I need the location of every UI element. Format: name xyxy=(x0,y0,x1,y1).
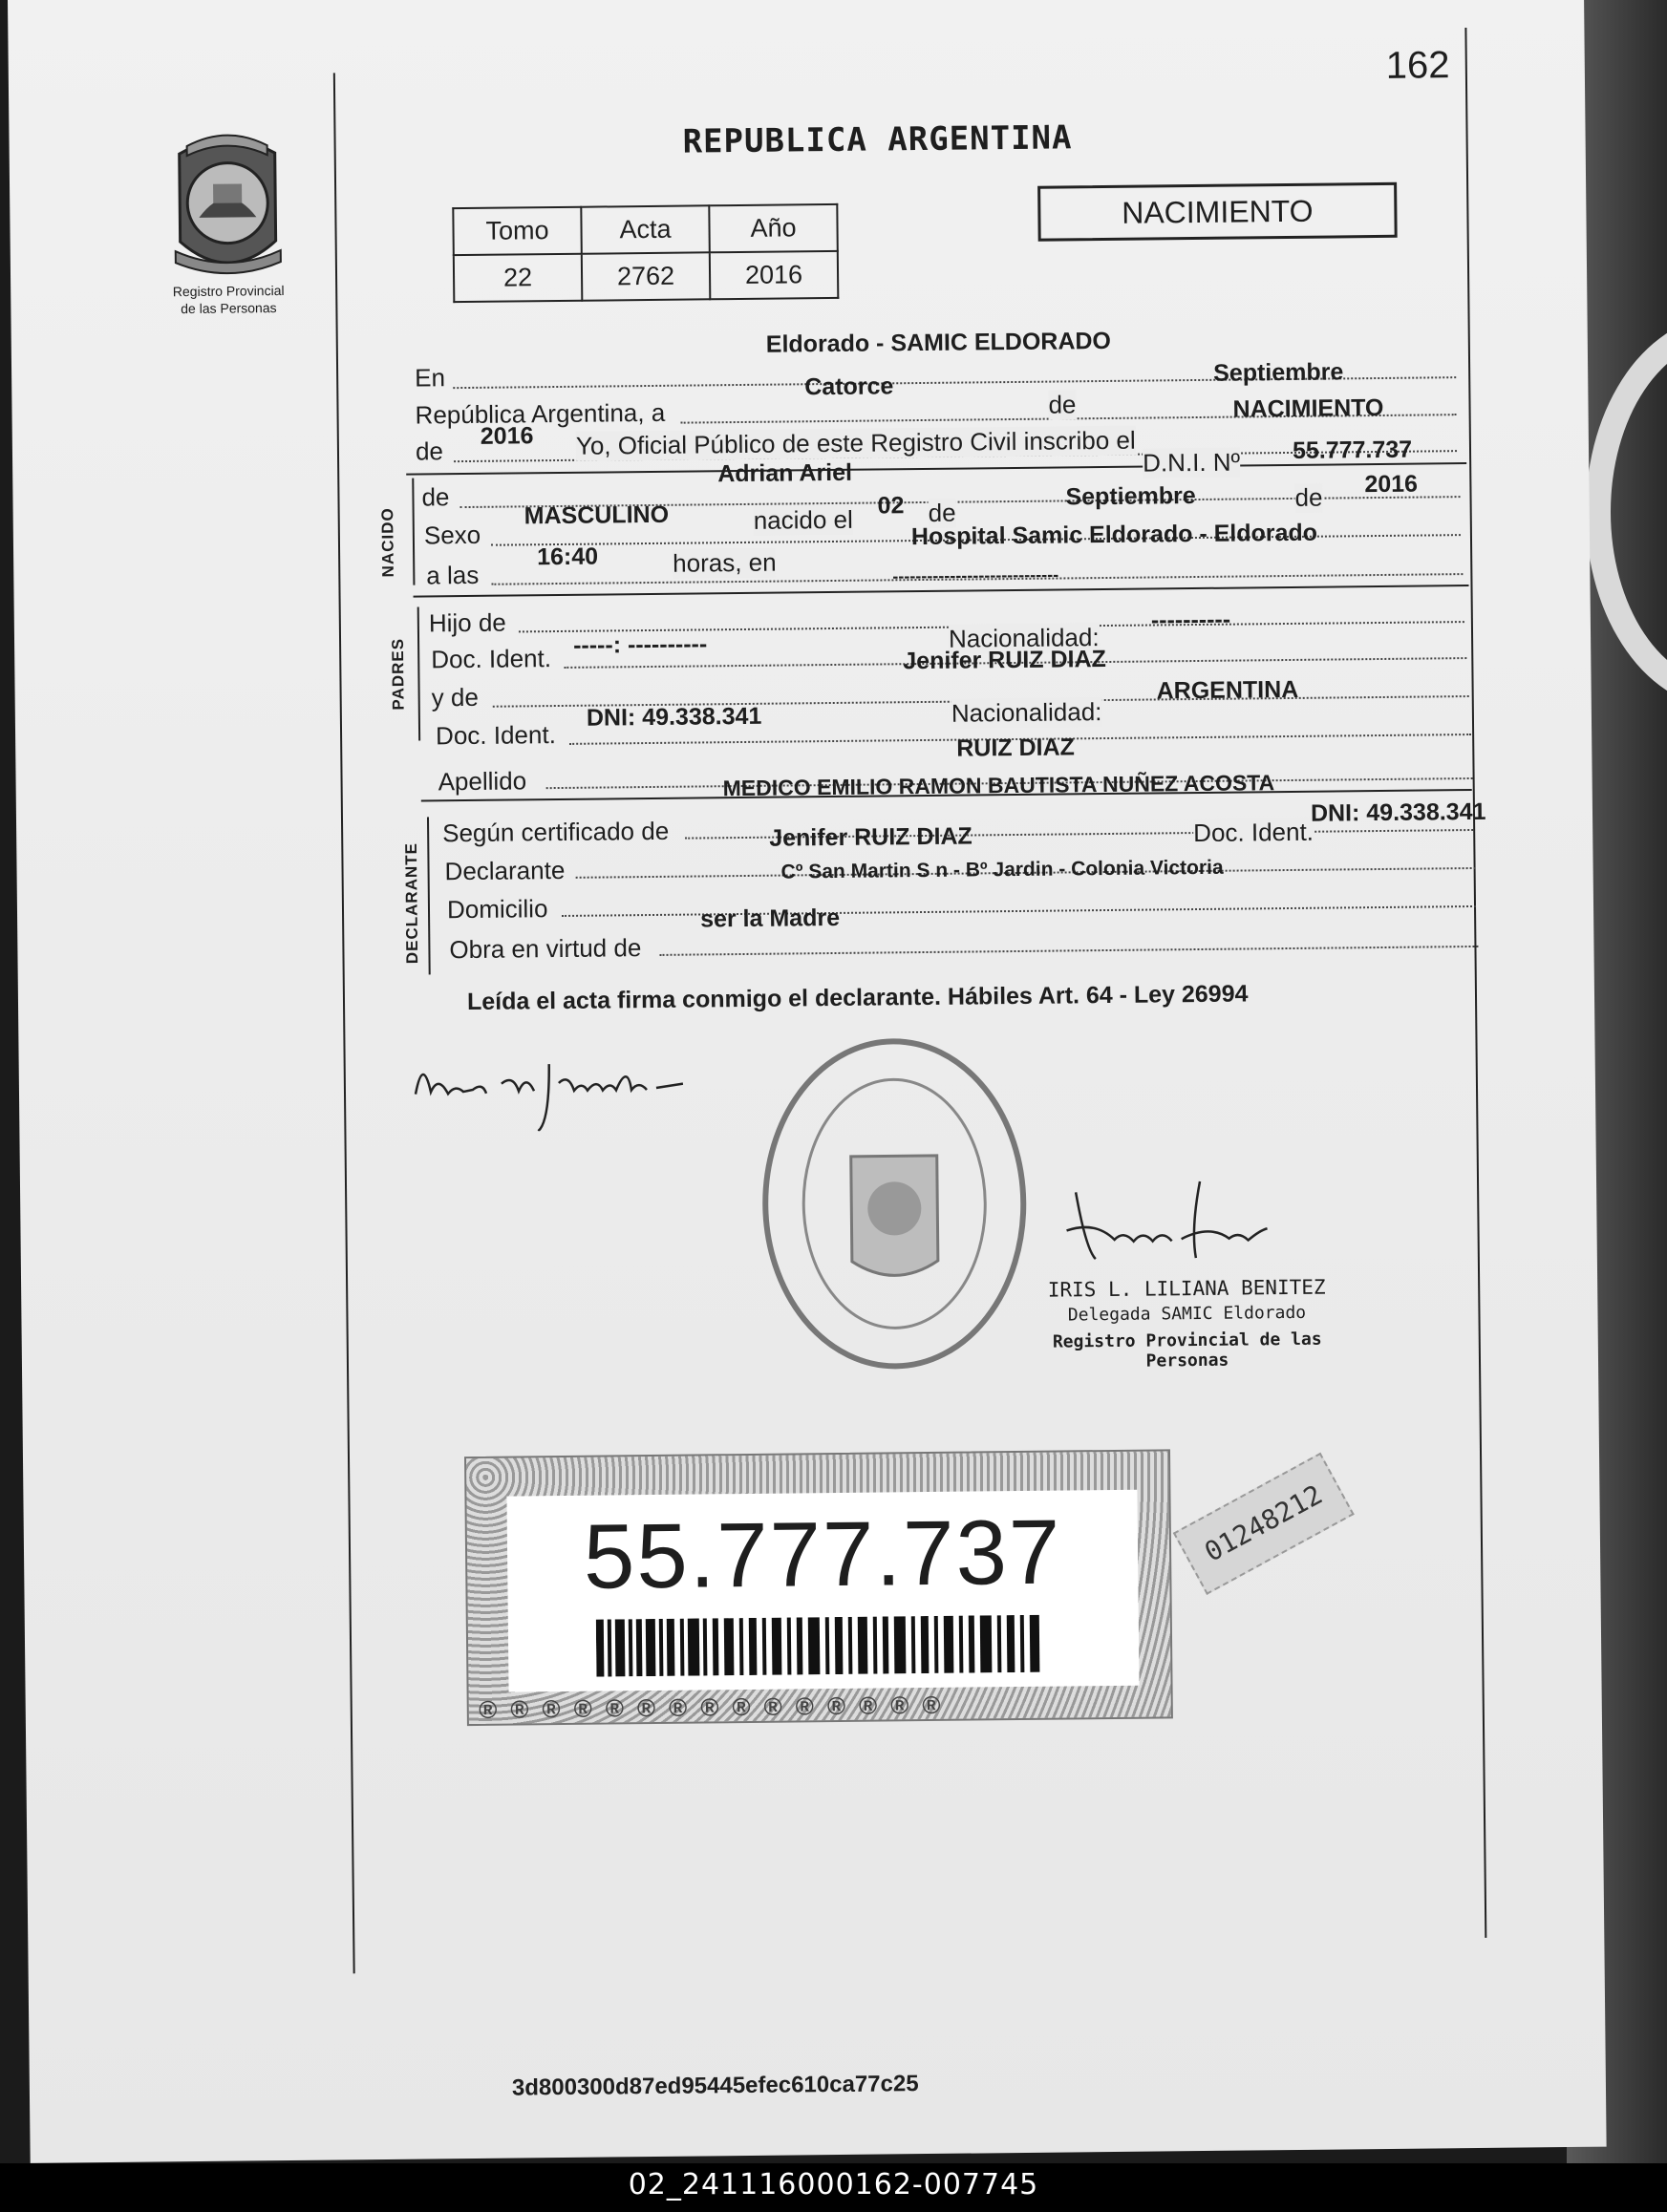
footer-id: 02_241116000162-007745 xyxy=(628,2168,1039,2201)
section-bracket xyxy=(427,817,431,974)
label-hijo-de: Hijo de xyxy=(428,607,506,638)
label-y-de: y de xyxy=(431,682,479,713)
value-dia-nac: 02 xyxy=(877,492,905,520)
value-nombre: Adrian Ariel xyxy=(717,458,853,488)
document-hash: 3d800300d87ed95445efec610ca77c25 xyxy=(511,2071,919,2101)
dotted-line xyxy=(562,905,1476,917)
label-de-3: de xyxy=(1294,482,1323,512)
label-a-las: a las xyxy=(426,560,480,590)
label-sexo: Sexo xyxy=(423,520,481,550)
value-dia: Catorce xyxy=(804,372,894,401)
value-declarante: Jenifer RUIZ DIAZ xyxy=(769,822,972,852)
barcode-sticker xyxy=(464,1449,1173,1726)
official-role: Delegada SAMIC Eldorado xyxy=(1067,1302,1307,1326)
value-mes: Septiembre xyxy=(1213,358,1344,387)
margin-line-left xyxy=(333,73,355,1973)
side-label-padres: PADRES xyxy=(388,637,408,711)
record-table xyxy=(452,203,839,303)
value-hora: 16:40 xyxy=(536,542,599,571)
label-dni: D.N.I. Nº xyxy=(1142,447,1241,478)
label-nacionalidad-2: Nacionalidad: xyxy=(951,697,1102,728)
label-doc-ident-3: Doc. Ident. xyxy=(1193,817,1314,848)
value-mes-nac: Septiembre xyxy=(1065,482,1196,511)
value-madre-nacionalidad: ARGENTINA xyxy=(1156,675,1299,705)
label-declarante: Declarante xyxy=(444,855,566,886)
section-bracket xyxy=(412,479,415,585)
label-doc-ident-2: Doc. Ident. xyxy=(435,720,556,751)
official-signature-icon xyxy=(1057,1171,1277,1268)
official-stamp-icon xyxy=(754,1031,1035,1377)
label-en: En xyxy=(415,363,446,393)
label-segun-certificado: Según certificado de xyxy=(442,816,670,848)
registry-name-line2: de las Personas xyxy=(181,300,277,317)
barcode-icon xyxy=(596,1615,1046,1677)
label-de-2: de xyxy=(928,498,956,527)
record-table-header-row xyxy=(453,204,837,255)
serial-stamp: 01248212 xyxy=(1173,1453,1355,1595)
value-sexo: MASCULINO xyxy=(524,500,670,530)
dotted-line xyxy=(659,946,1478,956)
label-obra-en-virtud: Obra en virtud de xyxy=(449,933,642,965)
value-anio: 2016 xyxy=(480,422,534,450)
value-dni: 55.777.737 xyxy=(1292,436,1413,464)
value-padre-doc: -----: ---------- xyxy=(572,630,708,659)
barcode-number: 55.777.737 xyxy=(583,1500,1062,1608)
record-table-header: Año xyxy=(709,204,838,252)
value-acto: NACIMIENTO xyxy=(1232,393,1384,423)
value-madre-doc: DNI: 49.338.341 xyxy=(586,702,762,732)
record-table-header: Tomo xyxy=(453,207,582,255)
barcode-label xyxy=(506,1490,1139,1692)
value-padre-nacionalidad: ---------- xyxy=(1150,606,1231,634)
section-bracket xyxy=(417,607,420,741)
label-oficial: Yo, Oficial Público de este Registro Civil inscribo el xyxy=(575,425,1136,460)
record-type-box: NACIMIENTO xyxy=(1037,182,1398,242)
record-table-cell: 2016 xyxy=(710,251,839,299)
official-name: IRIS L. LILIANA BENITEZ xyxy=(1047,1275,1326,1302)
value-blank-line: ----------------------------- xyxy=(892,564,1059,586)
label-doc-ident-1: Doc. Ident. xyxy=(431,644,552,674)
certificate-page xyxy=(8,0,1607,2163)
section-divider xyxy=(414,585,1469,598)
record-table-value-row xyxy=(454,251,838,302)
label-nacionalidad-1: Nacionalidad: xyxy=(948,623,1100,653)
label-republica: República Argentina, a xyxy=(415,397,666,430)
value-anio-nac: 2016 xyxy=(1364,470,1419,499)
province-seal-icon xyxy=(160,126,295,280)
side-label-declarante: DECLARANTE xyxy=(401,841,422,965)
record-table-header: Acta xyxy=(581,205,710,253)
value-madre: Jenifer RUIZ DIAZ xyxy=(903,645,1106,675)
label-de: de xyxy=(1048,390,1077,419)
record-table-cell: 22 xyxy=(454,254,583,302)
record-table-cell: 2762 xyxy=(582,252,711,300)
document-title: REPUBLICA ARGENTINA xyxy=(682,118,1073,161)
declarant-signature-icon xyxy=(405,1033,769,1133)
label-de-year: de xyxy=(415,436,444,466)
sticker-pattern: ®®®®®®®®®®®®®®® xyxy=(478,1690,954,1724)
margin-line-right xyxy=(1464,28,1486,1938)
value-certificado: MEDICO EMILIO RAMON BAUTISTA NUÑEZ ACOSTA xyxy=(722,770,1275,801)
label-de-name: de xyxy=(421,482,450,512)
closing-note: Leída el acta firma conmigo el declarante. Hábiles Art. 64 - Ley 26994 xyxy=(466,980,1249,1016)
official-office: Registro Provincial de las Personas xyxy=(1052,1329,1322,1372)
value-domicilio: Cº San Martin S n - Bº Jardin - Colonia Victoria xyxy=(780,856,1224,883)
side-label-nacido: NACIDO xyxy=(378,507,397,578)
label-horas-en: horas, en xyxy=(673,547,777,578)
value-obra-en-virtud: ser la Madre xyxy=(699,904,841,933)
value-apellido: RUIZ DIAZ xyxy=(956,734,1076,762)
page-number: 162 xyxy=(1385,44,1450,87)
label-nacido-el: nacido el xyxy=(753,504,853,535)
label-apellido: Apellido xyxy=(438,766,527,797)
value-declarante-doc: DNI: 49.338.341 xyxy=(1310,798,1486,827)
value-lugar: Eldorado - SAMIC ELDORADO xyxy=(765,327,1112,358)
value-lugar-nac: Hospital Samic Eldorado - Eldorado xyxy=(910,519,1318,551)
label-domicilio: Domicilio xyxy=(446,894,548,925)
registry-name-line1: Registro Provincial xyxy=(172,282,285,300)
